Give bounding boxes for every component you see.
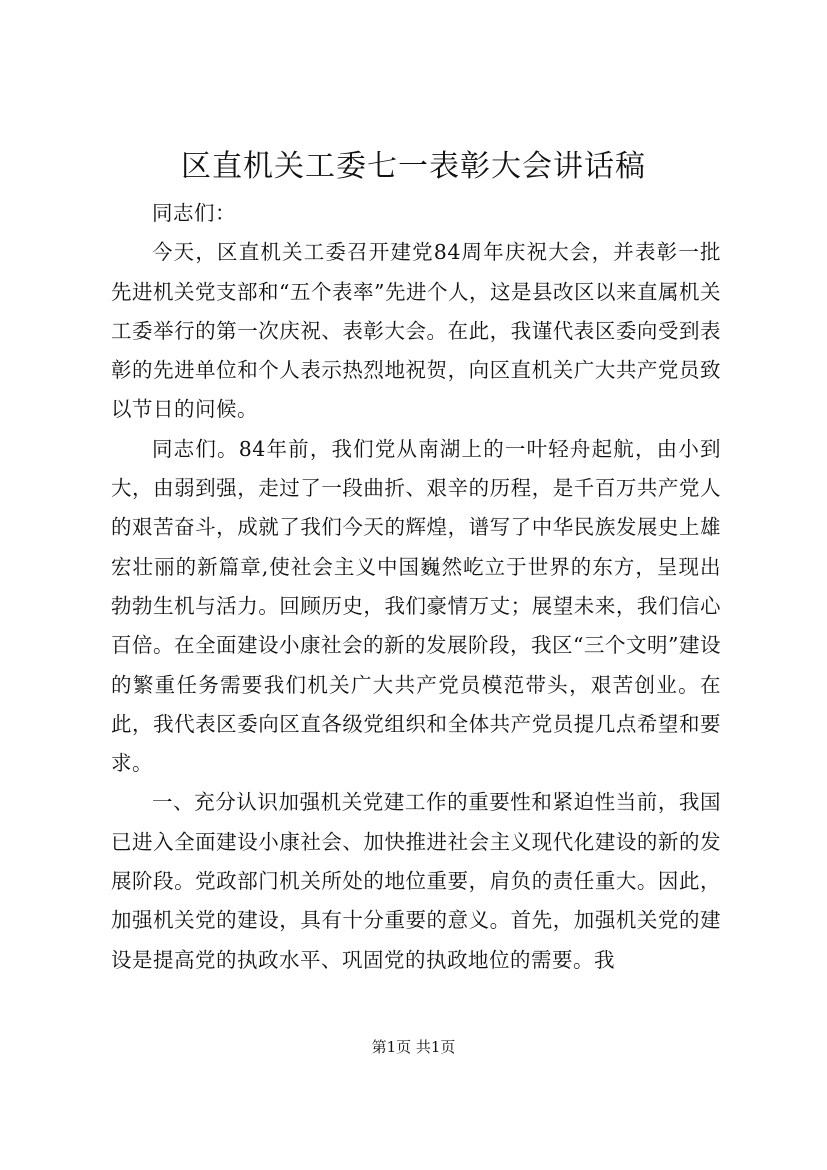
body-paragraph: 今天，区直机关工委召开建党84周年庆祝大会，并表彰一批先进机关党支部和“五个表率”先进个人，这是县改区以来直属机关工委举行的第一次庆祝、表彰大会。在此，我谨代表区委向受到表彰的先进单位和个人表示热烈地祝贺，向区直机关广大共产党员致以节日的问候。 [111,240,721,422]
body-paragraph: 同志们。84年前，我们党从南湖上的一叶轻舟起航，由小到大，由弱到强，走过了一段曲折、艰辛的历程，是千百万共产党人的艰苦奋斗，成就了我们今天的辉煌，谱写了中华民族发展史上雄宏壮丽的新篇章,使社会主义中国巍然屹立于世界的东方，呈现出勃勃生机与活力。回顾历史，我们豪情万丈；展望未来，我们信心百倍。在全面建设小康社会的新的发展阶段，我区“三个文明”建设的繁重任务需要我们机关广大共产党员模范带头，艰苦创业。在此，我代表区委向区直各级党组织和全体共产党员提几点希望和要求。 [111,436,721,776]
document-body [111,194,721,980]
body-paragraph: 一、充分认识加强机关党建工作的重要性和紧迫性当前，我国已进入全面建设小康社会、加快推进社会主义现代化建设的新的发展阶段。党政部门机关所处的地位重要，肩负的责任重大。因此，加强机关党的建设，具有十分重要的意义。首先，加强机关党的建设是提高党的执政水平、巩固党的执政地位的需要。我 [111,790,721,972]
salutation-paragraph: 同志们： [152,201,236,225]
page-footer: 第1页 共1页 [371,1038,456,1056]
document-title: 区直机关工委七一表彰大会讲话稿 [181,149,646,184]
